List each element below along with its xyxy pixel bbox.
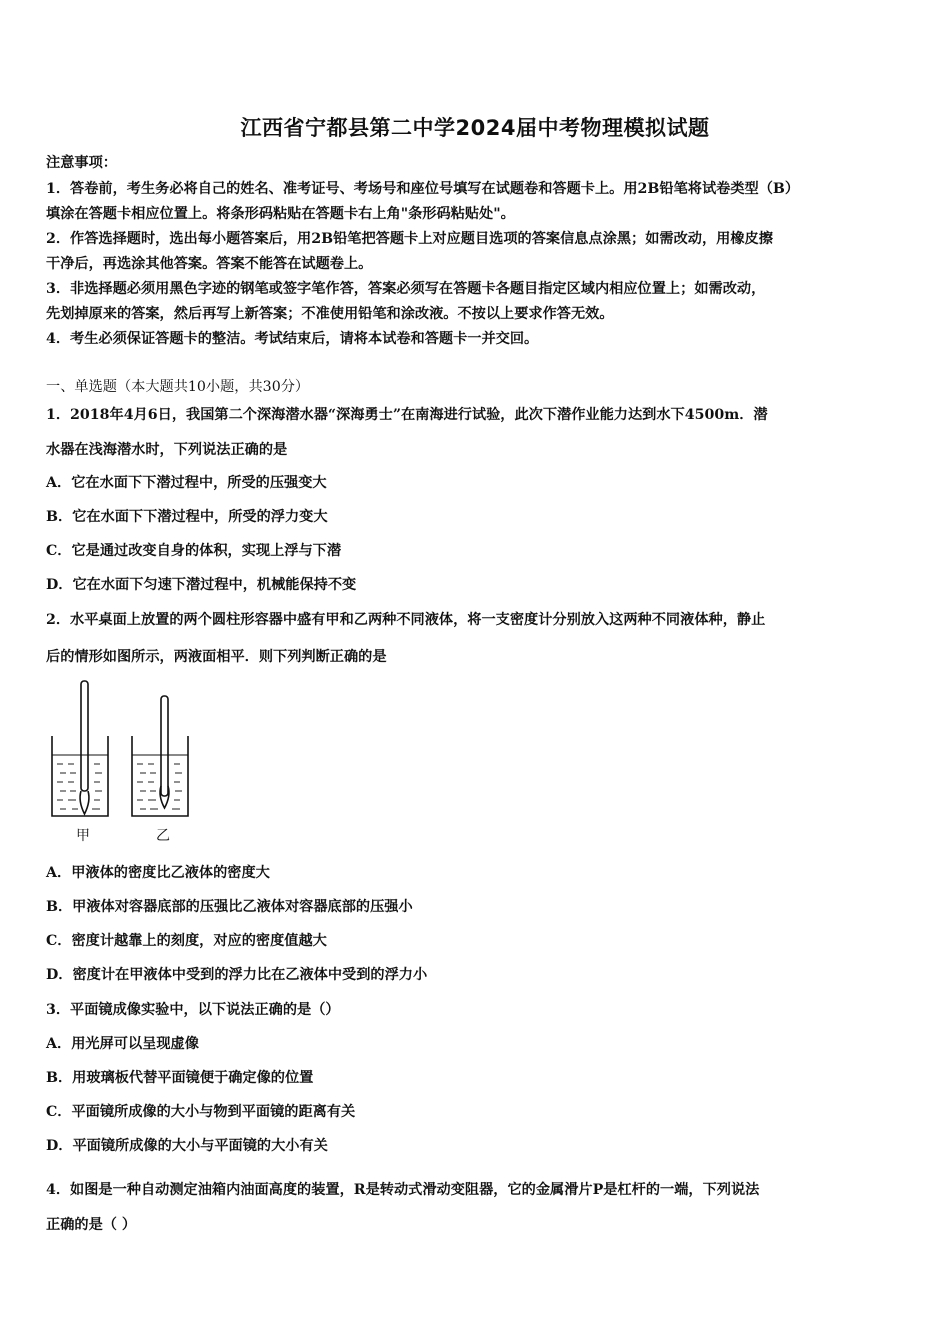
q2-stem-line: 2．水平桌面上放置的两个圆柱形容器中盛有甲和乙两种不同液体，将一支密度计分别放入这两种不同液体种，静止 <box>46 612 766 628</box>
q2-stem-line: 后的情形如图所示，两液面相平．则下列判断正确的是 <box>46 649 387 665</box>
q3-option-a: A．用光屏可以呈现虚像 <box>46 1036 199 1052</box>
hydrometer-left <box>81 681 88 791</box>
hydrometer-diagram <box>40 676 215 848</box>
q1-option-b: B．它在水面下下潜过程中，所受的浮力变大 <box>46 509 328 525</box>
hydrometer-right <box>161 696 168 796</box>
figure-label-yi: 乙 <box>156 828 170 844</box>
q1-stem-line: 水器在浅海潜水时，下列说法正确的是 <box>46 442 288 458</box>
figure-label-jia: 甲 <box>76 828 90 844</box>
notice-heading: 注意事项： <box>46 155 117 171</box>
q2-option-c: C．密度计越靠上的刻度，对应的密度值越大 <box>46 933 327 949</box>
hydrometer-figure <box>40 676 215 848</box>
q1-option-a: A．它在水面下下潜过程中，所受的压强变大 <box>46 475 327 491</box>
q3-option-c: C．平面镜所成像的大小与物到平面镜的距离有关 <box>46 1104 356 1120</box>
notice-line: 4．考生必须保证答题卡的整洁。考试结束后，请将本试卷和答题卡一并交回。 <box>46 331 539 347</box>
q2-option-a: A．甲液体的密度比乙液体的密度大 <box>46 865 270 881</box>
notice-line: 1．答卷前，考生务必将自己的姓名、准考证号、考场号和座位号填写在试题卷和答题卡上。用2B铅笔将试卷类型（B） <box>46 181 800 197</box>
q3-option-b: B．用玻璃板代替平面镜便于确定像的位置 <box>46 1070 314 1086</box>
section-heading: 一、单选题（本大题共10小题，共30分） <box>46 379 310 395</box>
page-title: 江西省宁都县第二中学2024届中考物理模拟试题 <box>240 116 710 140</box>
notice-line: 2．作答选择题时，选出每小题答案后，用2B铅笔把答题卡上对应题目选项的答案信息点涂黑；如需改动，用橡皮擦 <box>46 231 773 247</box>
notice-line: 填涂在答题卡相应位置上。将条形码粘贴在答题卡右上角"条形码粘贴处"。 <box>46 206 515 222</box>
q2-option-d: D．密度计在甲液体中受到的浮力比在乙液体中受到的浮力小 <box>46 967 428 983</box>
q2-option-b: B．甲液体对容器底部的压强比乙液体对容器底部的压强小 <box>46 899 413 915</box>
q1-option-c: C．它是通过改变自身的体积，实现上浮与下潜 <box>46 543 342 559</box>
notice-line: 先划掉原来的答案，然后再写上新答案；不准使用铅笔和涂改液。不按以上要求作答无效。 <box>46 306 614 322</box>
q4-stem-line: 正确的是（ ） <box>46 1217 137 1233</box>
q1-stem-line: 1．2018年4月6日，我国第二个深海潜水器“深海勇士”在南海进行试验，此次下潜作业能力达到水下4500m．潜 <box>46 407 768 423</box>
notice-line: 3．非选择题必须用黑色字迹的钢笔或签字笔作答，答案必须写在答题卡各题目指定区域内相应位置上；如需改动， <box>46 281 766 297</box>
q3-option-d: D．平面镜所成像的大小与平面镜的大小有关 <box>46 1138 328 1154</box>
q4-stem-line: 4．如图是一种自动测定油箱内油面高度的装置，R是转动式滑动变阻器，它的金属滑片P是杠杆的一端，下列说法 <box>46 1182 760 1198</box>
beaker-right <box>132 736 188 816</box>
q1-option-d: D．它在水面下匀速下潜过程中，机械能保持不变 <box>46 577 357 593</box>
q3-stem: 3．平面镜成像实验中，以下说法正确的是（） <box>46 1002 340 1018</box>
notice-line: 干净后，再选涂其他答案。答案不能答在试题卷上。 <box>46 256 373 272</box>
